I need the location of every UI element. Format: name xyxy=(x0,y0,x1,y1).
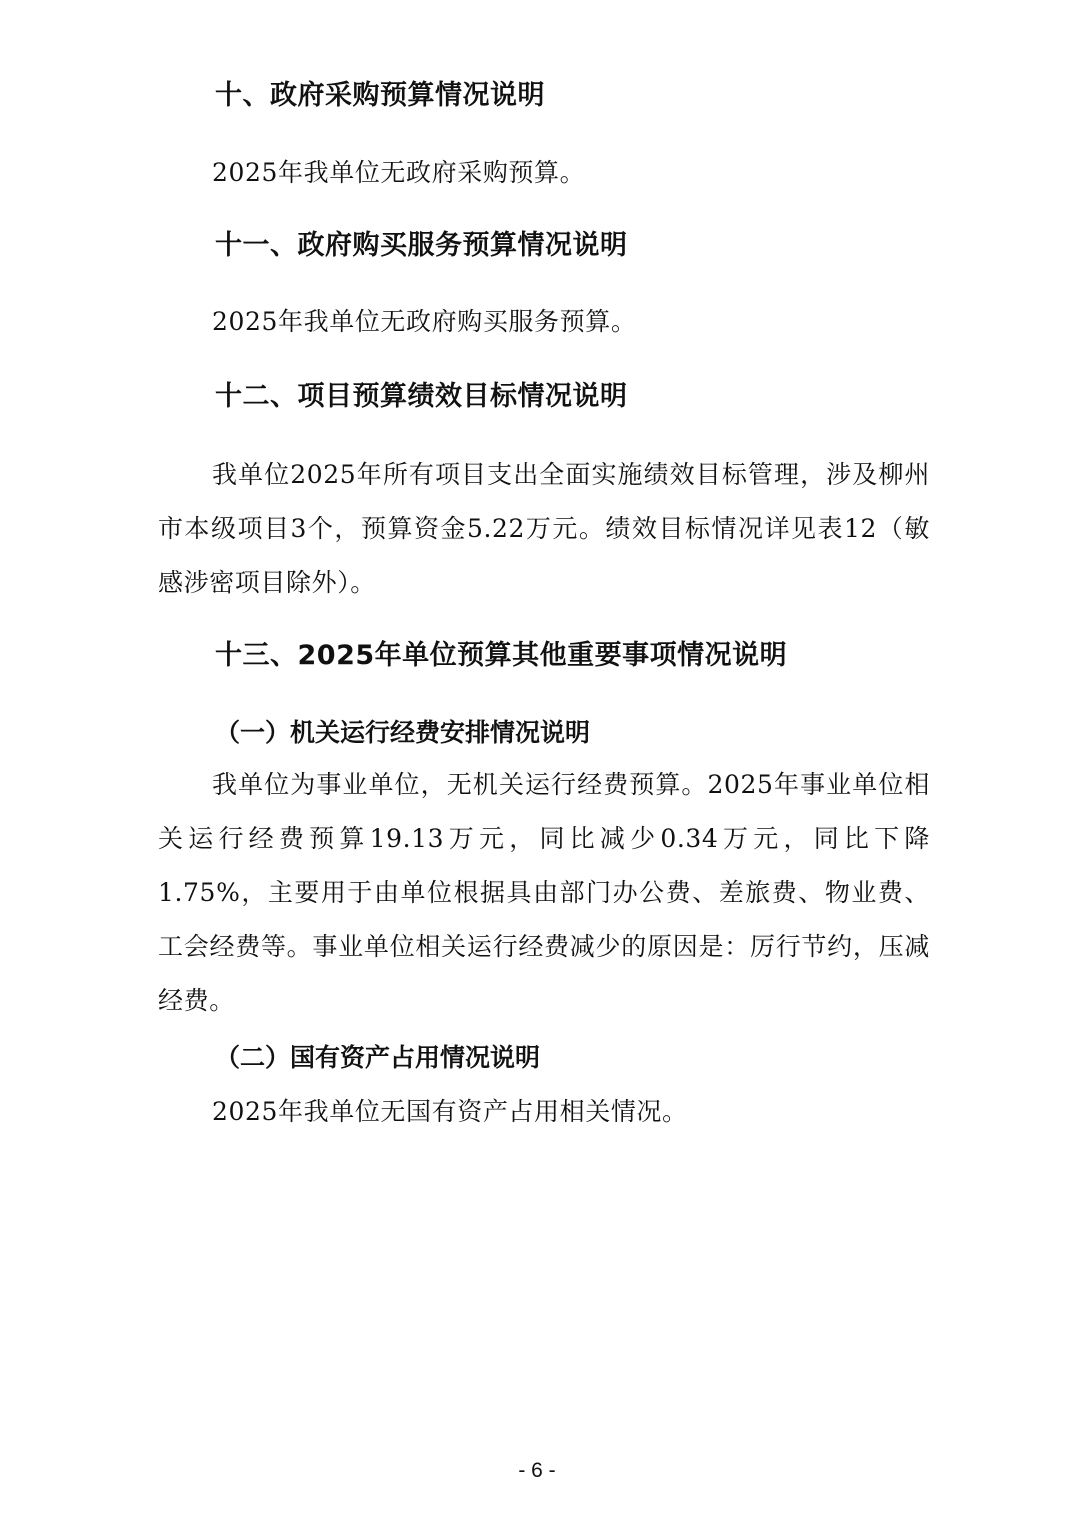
section-heading-performance-goals: 十二、项目预算绩效目标情况说明 xyxy=(215,381,628,412)
paragraph-government-procurement: 2025年我单位无政府采购预算。 xyxy=(212,158,586,187)
paragraph-purchased-services: 2025年我单位无政府购买服务预算。 xyxy=(212,307,637,336)
section-heading-purchased-services: 十一、政府购买服务预算情况说明 xyxy=(215,230,628,261)
section-heading-other-important-matters: 十三、2025年单位预算其他重要事项情况说明 xyxy=(215,640,788,671)
paragraph-operating-expenses: 我单位为事业单位，无机关运行经费预算。2025年事业单位相关运行经费预算19.13万元，同比减少0.34万元，同比下降1.75%，主要用于由单位根据具由部门办公费、差旅费、物业费、工会经费等。事业单位相关运行经费减少的原因是：厉行节约，压减经费。 xyxy=(158,770,930,1015)
subsection-heading-operating-expenses: （一）机关运行经费安排情况说明 xyxy=(215,718,591,747)
section-heading-government-procurement: 十、政府采购预算情况说明 xyxy=(215,80,545,111)
paragraph-state-assets: 2025年我单位无国有资产占用相关情况。 xyxy=(212,1097,688,1126)
subsection-heading-state-assets: （二）国有资产占用情况说明 xyxy=(215,1043,541,1072)
paragraph-performance-goals: 我单位2025年所有项目支出全面实施绩效目标管理，涉及柳州市本级项目3个，预算资金5.22万元。绩效目标情况详见表12（敏感涉密项目除外）。 xyxy=(158,460,930,597)
page-number: - 6 - xyxy=(518,1459,556,1482)
